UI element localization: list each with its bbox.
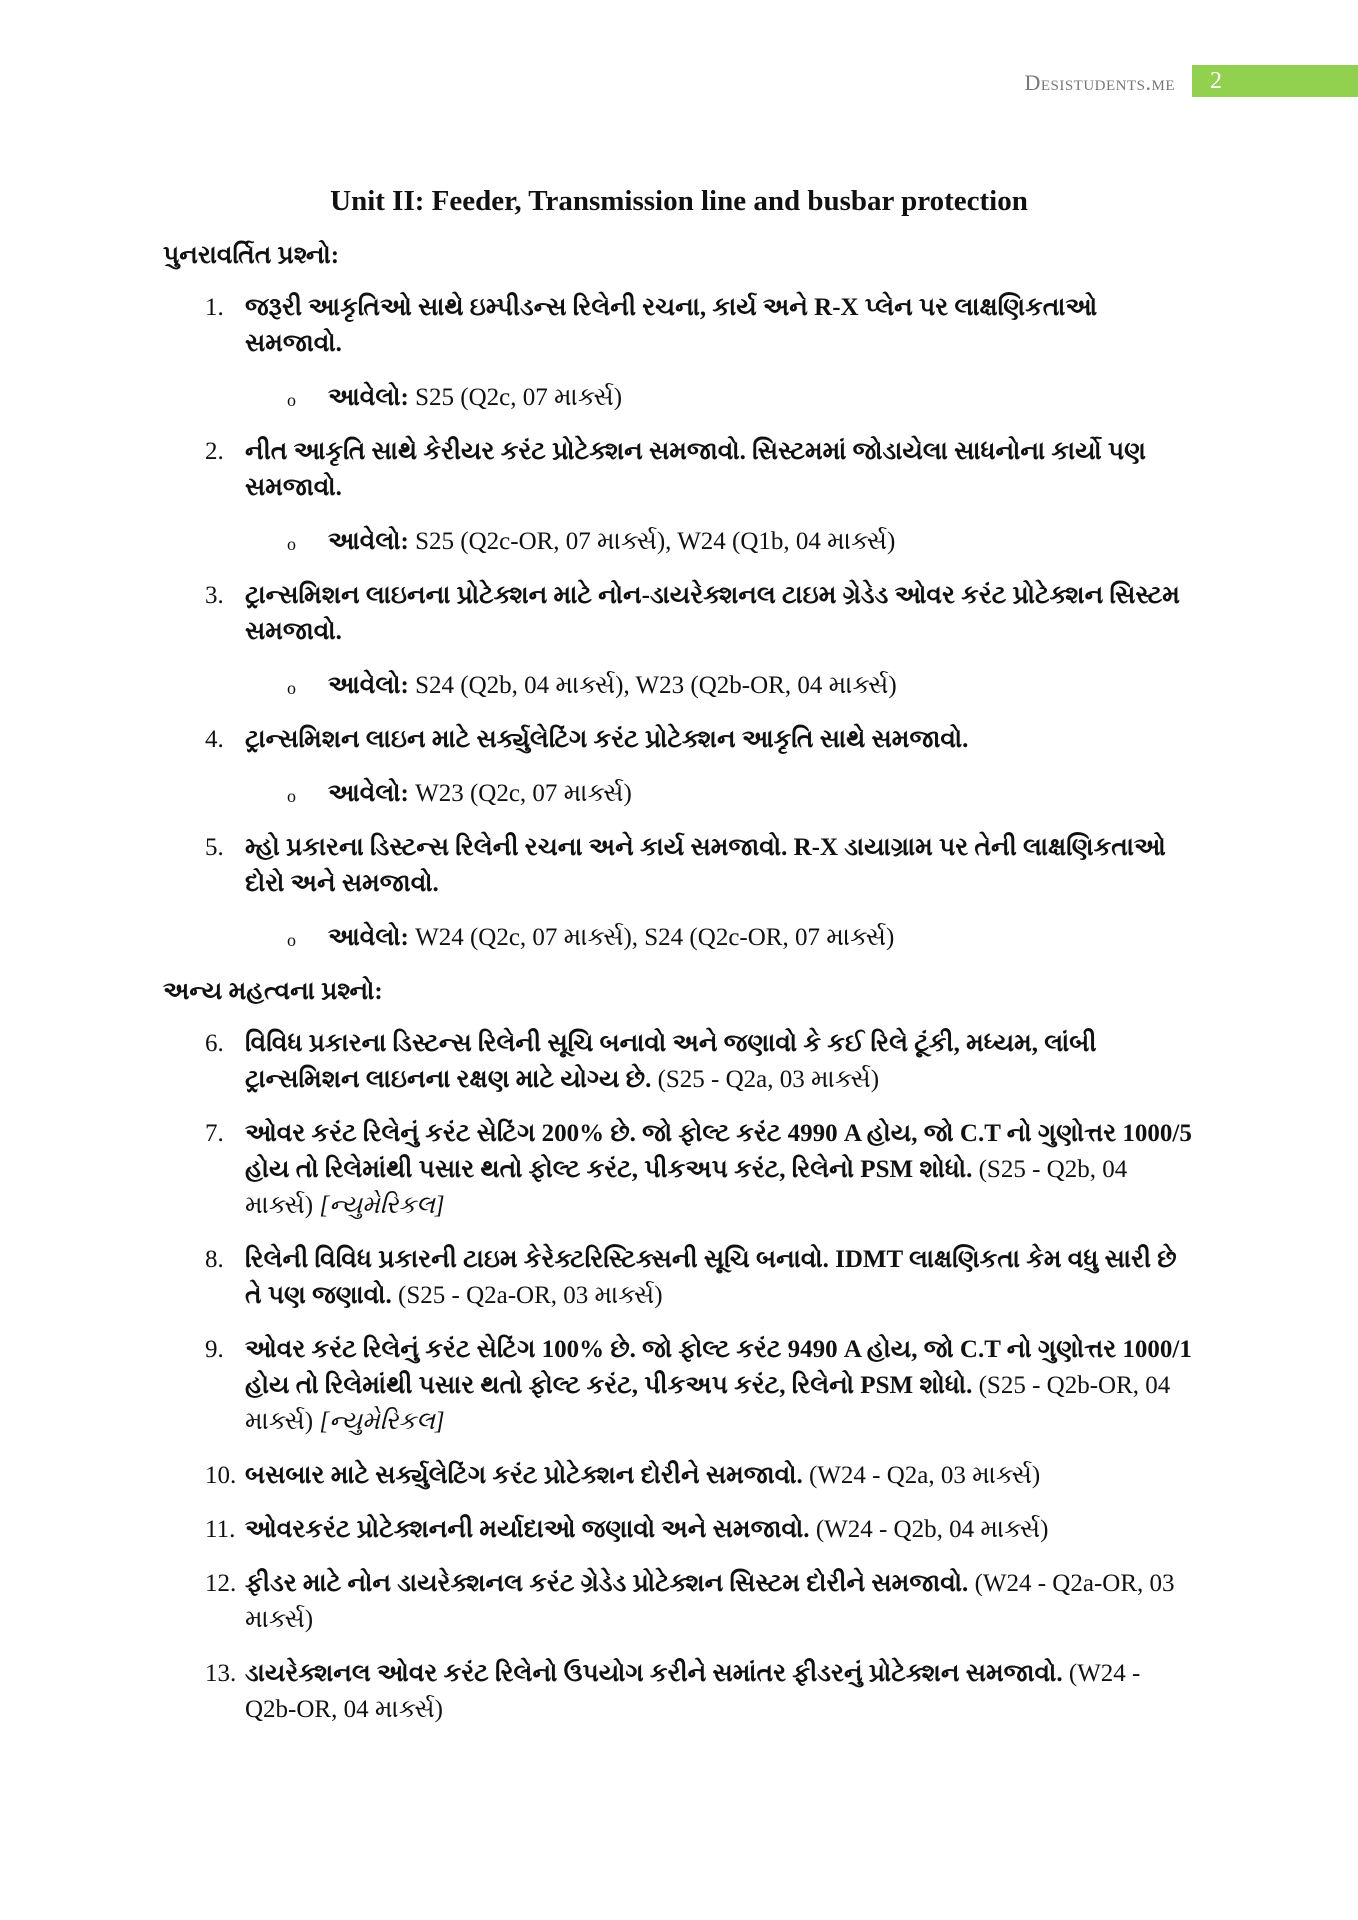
- site-name: Desistudents.me: [1024, 70, 1175, 95]
- numerical-tag: [ન્યુમેરિકલ]: [313, 1408, 445, 1435]
- appeared-in-item: [163, 776, 1193, 812]
- numerical-tag: [ન્યુમેરિકલ]: [313, 1192, 445, 1219]
- question-item: [163, 1026, 1193, 1098]
- appeared-references: W24 (Q2c, 07 માર્ક્સ), S24 (Q2c-OR, 07 માર્ક્સ): [408, 924, 895, 951]
- question-item: [163, 290, 1193, 362]
- question-number: 11.: [205, 1516, 236, 1543]
- bullet-icon: o: [287, 930, 296, 950]
- question-text: રિલેની વિવિધ પ્રકારની ટાઇમ કેરેક્ટરિસ્ટિક્સની સૂચિ બનાવો. IDMT લાક્ષણિકતા કેમ વધુ સારી છે તે પણ જણાવો.: [245, 1246, 1177, 1309]
- exam-reference: (W24 - Q2a-OR, 03 માર્ક્સ): [245, 1570, 1175, 1633]
- appeared-references: W23 (Q2c, 07 માર્ક્સ): [408, 780, 632, 807]
- question-text: જરૂરી આકૃતિઓ સાથે ઇમ્પીડન્સ રિલેની રચના, કાર્ય અને R-X પ્લેન પર લાક્ષણિકતાઓ સમજાવો.: [245, 294, 1098, 357]
- appeared-references: S25 (Q2c, 07 માર્ક્સ): [408, 384, 623, 411]
- section-heading: અન્ય મહત્વના પ્રશ્નો:: [163, 978, 383, 1005]
- question-item: [163, 1566, 1193, 1638]
- appeared-label: આવેલો:: [328, 780, 409, 807]
- exam-reference: (S25 - Q2a, 03 માર્ક્સ): [651, 1066, 880, 1093]
- question-text: નીત આકૃતિ સાથે કેરીયર કરંટ પ્રોટેક્શન સમજાવો. સિસ્ટમમાં જોડાયેલા સાધનોના કાર્યો પણ સમજાવો.: [245, 438, 1146, 501]
- appeared-in-item: [163, 920, 1193, 956]
- question-text: મ્હો પ્રકારના ડિસ્ટન્સ રિલેની રચના અને કાર્ય સમજાવો. R-X ડાયાગ્રામ પર તેની લાક્ષણિકતાઓ દોરો અને સમજાવો.: [245, 834, 1166, 897]
- appeared-references: S24 (Q2b, 04 માર્ક્સ), W23 (Q2b-OR, 04 માર્ક્સ): [408, 672, 897, 699]
- question-item: [163, 1332, 1193, 1440]
- exam-reference: (W24 - Q2a, 03 માર્ક્સ): [802, 1462, 1041, 1489]
- appeared-references: S25 (Q2c-OR, 07 માર્ક્સ), W24 (Q1b, 04 માર્ક્સ): [408, 528, 896, 555]
- exam-reference: (W24 - Q2b-OR, 04 માર્ક્સ): [245, 1660, 1141, 1723]
- question-text: ડાયરેક્શનલ ઓવર કરંટ રિલેનો ઉપયોગ કરીને સમાંતર ફીડરનું પ્રોટેક્શન સમજાવો.: [245, 1660, 1063, 1687]
- question-text: ઓવરકરંટ પ્રોટેક્શનની મર્યાદાઓ જણાવો અને સમજાવો.: [245, 1516, 810, 1543]
- question-number: 2.: [205, 438, 224, 465]
- section-heading: પુનરાવર્તિત પ્રશ્નો:: [163, 242, 340, 269]
- appeared-in-item: [163, 524, 1193, 560]
- question-number: 8.: [205, 1246, 224, 1273]
- appeared-label: આવેલો:: [328, 528, 409, 555]
- question-item: [163, 1116, 1193, 1224]
- question-text: બસબાર માટે સર્ક્યુલેટિંગ કરંટ પ્રોટેક્શન દોરીને સમજાવો.: [245, 1462, 803, 1489]
- question-number: 12.: [205, 1570, 237, 1597]
- question-text: વિવિધ પ્રકારના ડિસ્ટન્સ રિલેની સૂચિ બનાવો અને જણાવો કે કઈ રિલે ટૂંકી, મધ્યમ, લાંબી ટ્રાન્સમિશન લાઇનના રક્ષણ માટે યોગ્ય છે.: [245, 1030, 1097, 1093]
- exam-reference: (S25 - Q2a-OR, 03 માર્ક્સ): [391, 1282, 663, 1309]
- question-text: ફીડર માટે નોન ડાયરેક્શનલ કરંટ ગ્રેડેડ પ્રોટેક્શન સિસ્ટમ દોરીને સમજાવો.: [245, 1570, 969, 1597]
- exam-reference: (W24 - Q2b, 04 માર્ક્સ): [809, 1516, 1049, 1543]
- question-number: 3.: [205, 582, 224, 609]
- question-section: [163, 974, 1193, 1728]
- page-title: Unit II: Feeder, Transmission line and busbar protection: [330, 185, 1028, 218]
- bullet-icon: o: [287, 534, 296, 554]
- appeared-label: આવેલો:: [328, 672, 409, 699]
- appeared-label: આવેલો:: [328, 924, 409, 951]
- question-number: 4.: [205, 726, 224, 753]
- question-number: 10.: [205, 1462, 237, 1489]
- appeared-in-item: [163, 380, 1193, 416]
- question-list: [163, 238, 1193, 1746]
- question-item: [163, 1458, 1193, 1494]
- question-text: ટ્રાન્સમિશન લાઇન માટે સર્ક્યુલેટિંગ કરંટ પ્રોટેક્શન આકૃતિ સાથે સમજાવો.: [245, 726, 969, 753]
- question-item: [163, 578, 1193, 650]
- exam-reference: (S25 - Q2b-OR, 04 માર્ક્સ): [245, 1372, 1171, 1435]
- question-number: 6.: [205, 1030, 224, 1057]
- question-item: [163, 830, 1193, 902]
- bullet-icon: o: [287, 678, 296, 698]
- question-number: 1.: [205, 294, 224, 321]
- question-section: [163, 238, 1193, 956]
- question-text: ટ્રાન્સમિશન લાઇનના પ્રોટેક્શન માટે નોન-ડાયરેક્શનલ ટાઇમ ગ્રેડેડ ઓવર કરંટ પ્રોટેક્શન સિસ્ટમ સમજાવો.: [245, 582, 1180, 645]
- question-text: ઓવર કરંટ રિલેનું કરંટ સેટિંગ 200% છે. જો ફોલ્ટ કરંટ 4990 A હોય, જો C.T નો ગુણોત્તર 1000/5 હોય તો રિલેમાંથી પસાર થતો ફોલ્ટ કરંટ, પીકઅપ કરંટ, રિલેનો PSM શોધો.: [245, 1120, 1192, 1183]
- page-number-badge: 2: [1192, 65, 1358, 97]
- question-text: ઓવર કરંટ રિલેનું કરંટ સેટિંગ 100% છે. જો ફોલ્ટ કરંટ 9490 A હોય, જો C.T નો ગુણોત્તર 1000/1 હોય તો રિલેમાંથી પસાર થતો ફોલ્ટ કરંટ, પીકઅપ કરંટ, રિલેનો PSM શોધો.: [245, 1336, 1192, 1399]
- question-number: 13.: [205, 1660, 237, 1687]
- question-number: 5.: [205, 834, 224, 861]
- question-item: [163, 1242, 1193, 1314]
- appeared-label: આવેલો:: [328, 384, 409, 411]
- appeared-in-item: [163, 668, 1193, 704]
- question-number: 7.: [205, 1120, 224, 1147]
- question-item: [163, 1512, 1193, 1548]
- question-item: [163, 434, 1193, 506]
- question-item: [163, 722, 1193, 758]
- question-item: [163, 1656, 1193, 1728]
- bullet-icon: o: [287, 786, 296, 806]
- bullet-icon: o: [287, 390, 296, 410]
- question-number: 9.: [205, 1336, 224, 1363]
- exam-reference: (S25 - Q2b, 04 માર્ક્સ): [245, 1156, 1128, 1219]
